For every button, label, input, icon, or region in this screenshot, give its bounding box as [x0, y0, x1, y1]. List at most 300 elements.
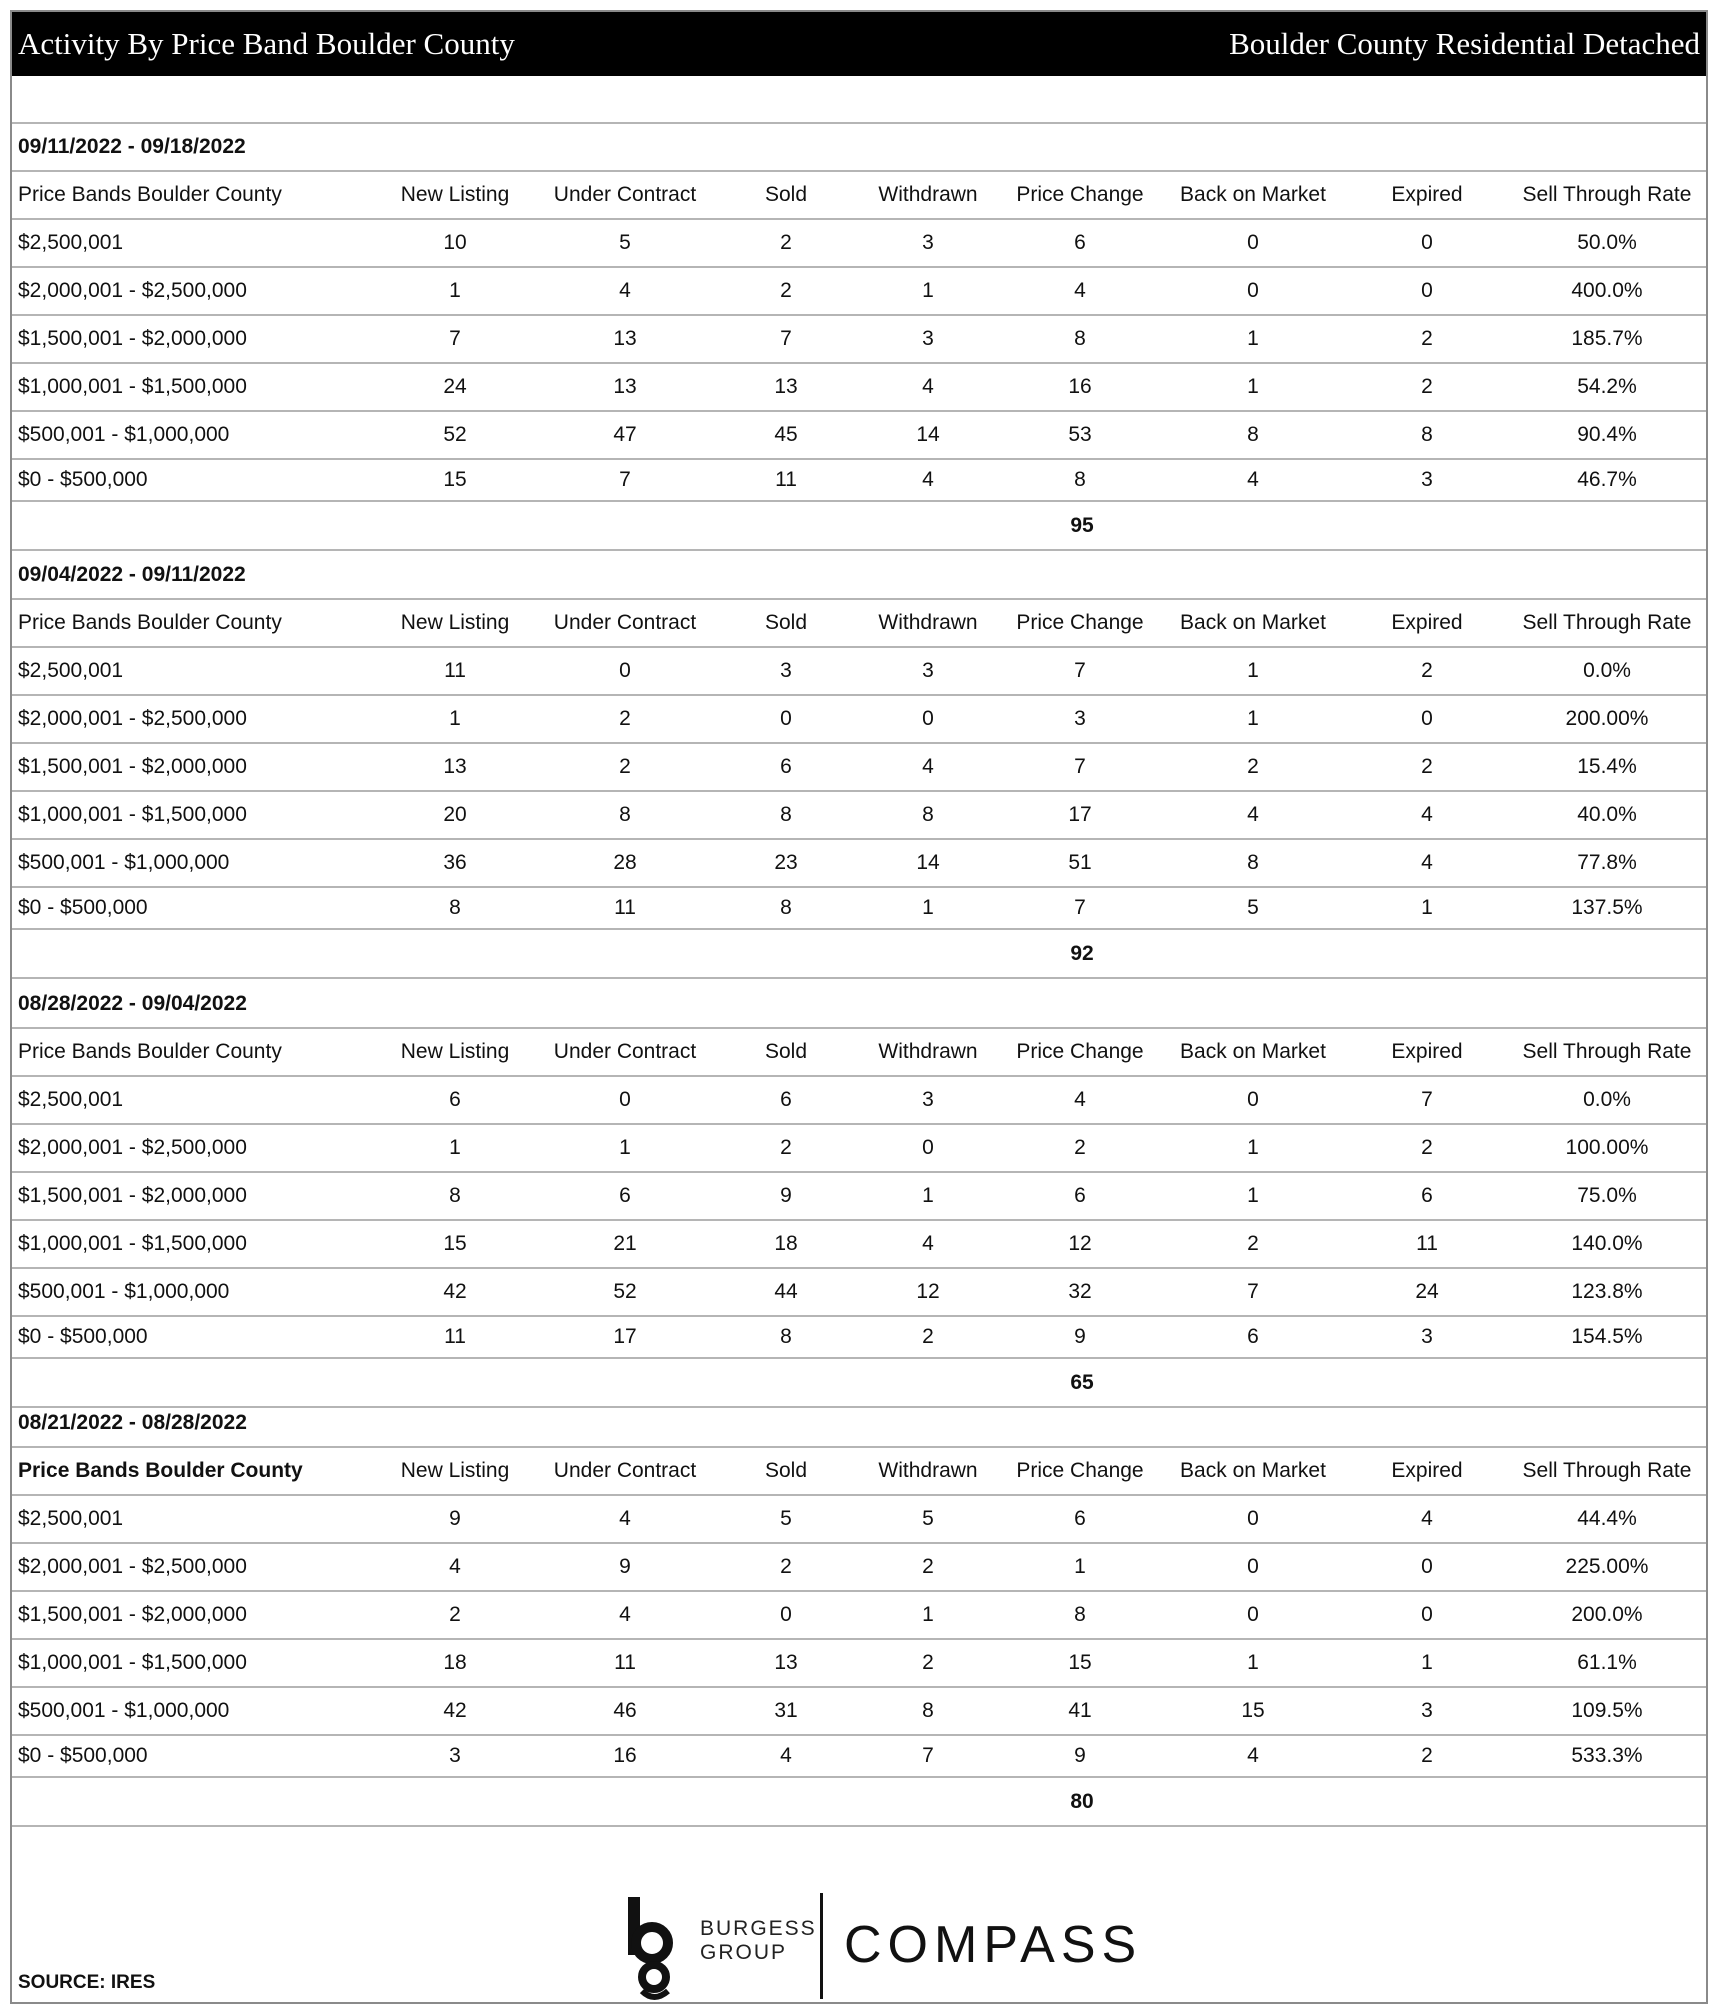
column-header: Under Contract [553, 1459, 697, 1482]
table-cell: 5 [619, 231, 631, 254]
table-cell: 13 [613, 327, 637, 350]
table-cell: 24 [1415, 1280, 1439, 1303]
table-cell: 10 [443, 231, 467, 254]
column-header: Sell Through Rate [1522, 611, 1692, 634]
table-row [12, 1125, 1706, 1173]
table-cell: 0 [1421, 1603, 1433, 1626]
table-cell: 8 [780, 896, 792, 919]
table-cell: 8 [1074, 327, 1086, 350]
table-cell: 42 [443, 1699, 467, 1722]
table-cell: 3 [922, 1088, 934, 1111]
table-cell: 42 [443, 1280, 467, 1303]
table-cell: 44.4% [1577, 1507, 1637, 1530]
table-cell: 3 [922, 659, 934, 682]
table-cell: 15 [1241, 1699, 1265, 1722]
table-cell: 1 [1247, 327, 1259, 350]
table-cell: 2 [449, 1603, 461, 1626]
column-header: Back on Market [1180, 1459, 1326, 1482]
table-cell: 400.0% [1571, 279, 1643, 302]
price-band-cell: $2,500,001 [18, 1507, 124, 1530]
table-cell: 533.3% [1571, 1744, 1643, 1767]
column-header: Sell Through Rate [1522, 1040, 1692, 1063]
table-row [12, 888, 1706, 930]
total-row [12, 930, 1706, 979]
price-band-cell: $2,000,001 - $2,500,000 [18, 1555, 247, 1578]
table-cell: 6 [1074, 1184, 1086, 1207]
table-cell: 9 [780, 1184, 792, 1207]
table-cell: 2 [780, 279, 792, 302]
table-row [12, 460, 1706, 502]
table-cell: 0 [1421, 707, 1433, 730]
table-cell: 52 [443, 423, 467, 446]
table-cell: 77.8% [1577, 851, 1637, 874]
table-cell: 14 [916, 423, 940, 446]
column-header: Expired [1391, 1040, 1463, 1063]
blank-row [12, 76, 1706, 124]
table-cell: 1 [1421, 896, 1433, 919]
table-cell: 18 [774, 1232, 798, 1255]
table-cell: 7 [449, 327, 461, 350]
column-header: Sell Through Rate [1522, 1459, 1692, 1482]
table-cell: 11 [444, 659, 466, 682]
table-cell: 4 [1421, 851, 1433, 874]
table-cell: 21 [613, 1232, 637, 1255]
table-cell: 2 [1247, 1232, 1259, 1255]
column-header: Sold [764, 1459, 808, 1482]
table-cell: 4 [1074, 1088, 1086, 1111]
table-cell: 225.00% [1565, 1555, 1649, 1578]
table-cell: 1 [619, 1136, 631, 1159]
table-cell: 7 [1247, 1280, 1259, 1303]
column-header: Sell Through Rate [1522, 183, 1692, 206]
table-cell: 2 [1421, 327, 1433, 350]
table-row [12, 1496, 1706, 1544]
section-total: 92 [1070, 941, 1094, 965]
burgess-logo-icon [624, 1895, 684, 2005]
table-cell: 0 [922, 707, 934, 730]
table-cell: 6 [780, 1088, 792, 1111]
price-band-cell: $0 - $500,000 [18, 1325, 148, 1348]
table-cell: 20 [443, 803, 467, 826]
price-band-cell: $1,500,001 - $2,000,000 [18, 327, 247, 350]
table-cell: 2 [1421, 1744, 1433, 1767]
price-band-cell: $2,500,001 [18, 231, 124, 254]
table-cell: 8 [449, 896, 461, 919]
table-cell: 2 [780, 1136, 792, 1159]
table-cell: 11 [444, 1325, 466, 1348]
table-cell: 8 [780, 1325, 792, 1348]
price-band-cell: $1,000,001 - $1,500,000 [18, 803, 247, 826]
table-cell: 32 [1068, 1280, 1092, 1303]
table-cell: 1 [1074, 1555, 1086, 1578]
table-cell: 4 [619, 1603, 631, 1626]
table-cell: 4 [449, 1555, 461, 1578]
table-cell: 75.0% [1577, 1184, 1637, 1207]
section-date-row [12, 124, 1706, 172]
table-cell: 200.00% [1565, 707, 1649, 730]
table-cell: 12 [916, 1280, 940, 1303]
table-cell: 1 [449, 707, 461, 730]
table-cell: 7 [780, 327, 792, 350]
column-header: Expired [1391, 1459, 1463, 1482]
price-band-cell: $2,000,001 - $2,500,000 [18, 279, 247, 302]
table-cell: 17 [1068, 803, 1092, 826]
table-cell: 2 [619, 707, 631, 730]
table-cell: 9 [1074, 1325, 1086, 1348]
table-cell: 2 [922, 1651, 934, 1674]
table-cell: 53 [1068, 423, 1092, 446]
price-band-cell: $1,000,001 - $1,500,000 [18, 1232, 247, 1255]
table-cell: 11 [614, 896, 636, 919]
table-cell: 8 [1247, 423, 1259, 446]
report-sheet [10, 10, 1708, 2004]
table-cell: 4 [1074, 279, 1086, 302]
table-row [12, 1640, 1706, 1688]
table-row [12, 268, 1706, 316]
section-total: 80 [1070, 1789, 1094, 1813]
table-cell: 6 [1247, 1325, 1259, 1348]
table-cell: 6 [780, 755, 792, 778]
table-cell: 123.8% [1571, 1280, 1643, 1303]
table-cell: 8 [780, 803, 792, 826]
table-cell: 1 [1247, 659, 1259, 682]
table-cell: 13 [774, 375, 798, 398]
price-band-cell: $500,001 - $1,000,000 [18, 1699, 230, 1722]
table-cell: 1 [1247, 707, 1259, 730]
column-header-row [12, 172, 1706, 220]
table-cell: 0 [1247, 1603, 1259, 1626]
table-cell: 4 [922, 468, 934, 491]
table-cell: 4 [619, 1507, 631, 1530]
compass-wordmark: COMPASS [844, 1916, 1143, 1974]
table-cell: 9 [1074, 1744, 1086, 1767]
table-cell: 13 [774, 1651, 798, 1674]
column-header: Withdrawn [878, 183, 978, 206]
table-cell: 3 [922, 327, 934, 350]
table-row [12, 220, 1706, 268]
table-cell: 2 [780, 1555, 792, 1578]
table-cell: 61.1% [1577, 1651, 1637, 1674]
table-cell: 46 [613, 1699, 637, 1722]
table-cell: 45 [774, 423, 798, 446]
table-cell: 0 [1247, 1507, 1259, 1530]
column-header: New Listing [400, 183, 510, 206]
price-band-cell: $500,001 - $1,000,000 [18, 1280, 230, 1303]
total-row [12, 1778, 1706, 1827]
column-header-row [12, 1448, 1706, 1496]
table-cell: 3 [1421, 468, 1433, 491]
table-cell: 16 [1068, 375, 1092, 398]
table-cell: 15 [443, 468, 467, 491]
table-cell: 4 [1247, 468, 1259, 491]
table-cell: 28 [613, 851, 637, 874]
table-cell: 3 [449, 1744, 461, 1767]
table-cell: 140.0% [1571, 1232, 1643, 1255]
table-cell: 137.5% [1571, 896, 1643, 919]
table-cell: 0 [1247, 1555, 1259, 1578]
table-cell: 1 [449, 279, 461, 302]
table-row [12, 648, 1706, 696]
table-row [12, 1592, 1706, 1640]
price-band-cell: $1,500,001 - $2,000,000 [18, 1184, 247, 1207]
table-cell: 18 [443, 1651, 467, 1674]
table-cell: 46.7% [1577, 468, 1637, 491]
table-cell: 11 [1416, 1232, 1438, 1255]
table-cell: 0 [780, 707, 792, 730]
table-cell: 11 [775, 468, 797, 491]
column-header: Under Contract [553, 1040, 697, 1063]
section-date-row [12, 552, 1706, 600]
table-cell: 0 [1421, 1555, 1433, 1578]
logo-divider [820, 1893, 823, 1999]
table-row [12, 316, 1706, 364]
table-cell: 90.4% [1577, 423, 1637, 446]
table-cell: 15 [443, 1232, 467, 1255]
table-cell: 1 [449, 1136, 461, 1159]
table-cell: 12 [1068, 1232, 1092, 1255]
column-header: Price Change [1016, 1459, 1144, 1482]
price-band-cell: $1,500,001 - $2,000,000 [18, 755, 247, 778]
table-cell: 7 [1074, 755, 1086, 778]
section-date-row [12, 1400, 1706, 1448]
section-total: 65 [1070, 1370, 1094, 1394]
table-cell: 23 [774, 851, 798, 874]
table-cell: 4 [1421, 1507, 1433, 1530]
table-cell: 2 [619, 755, 631, 778]
table-cell: 13 [443, 755, 467, 778]
price-band-cell: $500,001 - $1,000,000 [18, 423, 230, 446]
table-cell: 40.0% [1577, 803, 1637, 826]
table-cell: 154.5% [1571, 1325, 1643, 1348]
column-header: Withdrawn [878, 1459, 978, 1482]
table-cell: 5 [780, 1507, 792, 1530]
column-header: Expired [1391, 611, 1463, 634]
column-header: Sold [764, 611, 808, 634]
table-cell: 6 [619, 1184, 631, 1207]
table-cell: 4 [619, 279, 631, 302]
column-header: Price Change [1016, 611, 1144, 634]
table-cell: 0.0% [1583, 659, 1631, 682]
table-cell: 2 [922, 1555, 934, 1578]
table-cell: 17 [613, 1325, 637, 1348]
table-row [12, 1544, 1706, 1592]
table-cell: 2 [1421, 375, 1433, 398]
table-row [12, 1736, 1706, 1778]
table-cell: 1 [1421, 1651, 1433, 1674]
title-bar [12, 12, 1706, 76]
table-cell: 0.0% [1583, 1088, 1631, 1111]
table-cell: 1 [922, 1184, 934, 1207]
section-date-range: 08/21/2022 - 08/28/2022 [18, 1411, 247, 1434]
table-cell: 0 [1247, 279, 1259, 302]
table-cell: 4 [1247, 803, 1259, 826]
table-cell: 8 [1421, 423, 1433, 446]
price-band-cell: $2,000,001 - $2,500,000 [18, 1136, 247, 1159]
table-cell: 1 [1247, 375, 1259, 398]
table-cell: 31 [774, 1699, 798, 1722]
table-cell: 8 [1074, 468, 1086, 491]
column-header: Price Change [1016, 1040, 1144, 1063]
table-cell: 200.0% [1571, 1603, 1643, 1626]
table-cell: 0 [619, 659, 631, 682]
table-cell: 54.2% [1577, 375, 1637, 398]
table-cell: 8 [1074, 1603, 1086, 1626]
table-cell: 24 [443, 375, 467, 398]
table-row [12, 840, 1706, 888]
table-cell: 8 [449, 1184, 461, 1207]
column-header: Sold [764, 183, 808, 206]
table-cell: 4 [780, 1744, 792, 1767]
table-cell: 52 [613, 1280, 637, 1303]
table-cell: 50.0% [1577, 231, 1637, 254]
table-cell: 2 [780, 231, 792, 254]
table-cell: 100.00% [1565, 1136, 1649, 1159]
column-header: Back on Market [1180, 611, 1326, 634]
table-cell: 9 [619, 1555, 631, 1578]
table-cell: 0 [619, 1088, 631, 1111]
column-header: Withdrawn [878, 1040, 978, 1063]
table-cell: 6 [1074, 231, 1086, 254]
table-cell: 13 [613, 375, 637, 398]
column-header: Price Bands Boulder County [18, 183, 282, 206]
price-band-cell: $0 - $500,000 [18, 1744, 148, 1767]
table-cell: 0 [1247, 231, 1259, 254]
table-cell: 7 [922, 1744, 934, 1767]
table-cell: 3 [1074, 707, 1086, 730]
report-subtitle: Boulder County Residential Detached [1229, 26, 1700, 61]
table-row [12, 1317, 1706, 1359]
table-row [12, 744, 1706, 792]
table-cell: 5 [1247, 896, 1259, 919]
table-cell: 6 [449, 1088, 461, 1111]
table-cell: 2 [1421, 1136, 1433, 1159]
table-row [12, 1173, 1706, 1221]
report-title: Activity By Price Band Boulder County [18, 26, 515, 61]
table-cell: 185.7% [1571, 327, 1643, 350]
table-cell: 4 [922, 755, 934, 778]
table-cell: 3 [1421, 1699, 1433, 1722]
table-cell: 44 [774, 1280, 798, 1303]
price-band-cell: $2,500,001 [18, 1088, 124, 1111]
table-cell: 109.5% [1571, 1699, 1643, 1722]
table-cell: 15.4% [1577, 755, 1637, 778]
section-date-row [12, 981, 1706, 1029]
table-cell: 14 [916, 851, 940, 874]
column-header: Price Bands Boulder County [18, 1459, 303, 1482]
table-cell: 2 [1421, 659, 1433, 682]
column-header: Sold [764, 1040, 808, 1063]
column-header: New Listing [400, 611, 510, 634]
table-row [12, 412, 1706, 460]
table-cell: 6 [1421, 1184, 1433, 1207]
price-band-cell: $0 - $500,000 [18, 896, 148, 919]
price-band-cell: $2,000,001 - $2,500,000 [18, 707, 247, 730]
table-cell: 4 [922, 375, 934, 398]
table-cell: 8 [619, 803, 631, 826]
table-cell: 6 [1074, 1507, 1086, 1530]
column-header-row [12, 1029, 1706, 1077]
footer [12, 1855, 1706, 2004]
table-cell: 1 [1247, 1184, 1259, 1207]
table-cell: 2 [1074, 1136, 1086, 1159]
column-header: Under Contract [553, 183, 697, 206]
table-cell: 7 [1074, 896, 1086, 919]
table-cell: 8 [922, 803, 934, 826]
table-cell: 0 [780, 1603, 792, 1626]
price-band-cell: $2,500,001 [18, 659, 124, 682]
table-cell: 15 [1068, 1651, 1092, 1674]
column-header: Under Contract [553, 611, 697, 634]
section-date-range: 08/28/2022 - 09/04/2022 [18, 992, 247, 1015]
table-cell: 41 [1068, 1699, 1092, 1722]
table-row [12, 1269, 1706, 1317]
column-header: Price Bands Boulder County [18, 611, 282, 634]
table-cell: 2 [1247, 755, 1259, 778]
table-cell: 3 [922, 231, 934, 254]
table-cell: 5 [922, 1507, 934, 1530]
table-cell: 4 [1247, 1744, 1259, 1767]
table-cell: 7 [1074, 659, 1086, 682]
section-date-range: 09/04/2022 - 09/11/2022 [18, 563, 246, 586]
column-header: New Listing [400, 1040, 510, 1063]
table-cell: 4 [1421, 803, 1433, 826]
column-header: Back on Market [1180, 1040, 1326, 1063]
table-cell: 0 [1247, 1088, 1259, 1111]
table-cell: 47 [613, 423, 637, 446]
table-cell: 1 [1247, 1136, 1259, 1159]
column-header: Price Bands Boulder County [18, 1040, 282, 1063]
table-cell: 3 [1421, 1325, 1433, 1348]
table-cell: 4 [922, 1232, 934, 1255]
table-row [12, 364, 1706, 412]
column-header: New Listing [400, 1459, 510, 1482]
table-cell: 0 [1421, 279, 1433, 302]
column-header: Back on Market [1180, 183, 1326, 206]
table-cell: 0 [922, 1136, 934, 1159]
price-band-cell: $1,500,001 - $2,000,000 [18, 1603, 247, 1626]
table-cell: 2 [922, 1325, 934, 1348]
table-cell: 1 [922, 279, 934, 302]
price-band-cell: $1,000,001 - $1,500,000 [18, 1651, 247, 1674]
table-row [12, 1221, 1706, 1269]
section-total: 95 [1070, 513, 1094, 537]
table-row [12, 1688, 1706, 1736]
total-row [12, 502, 1706, 551]
price-band-cell: $500,001 - $1,000,000 [18, 851, 230, 874]
table-cell: 8 [922, 1699, 934, 1722]
price-band-cell: $0 - $500,000 [18, 468, 148, 491]
table-cell: 36 [443, 851, 467, 874]
section-date-range: 09/11/2022 - 09/18/2022 [18, 135, 246, 158]
table-row [12, 1077, 1706, 1125]
table-cell: 51 [1068, 851, 1092, 874]
table-cell: 1 [922, 1603, 934, 1626]
table-row [12, 696, 1706, 744]
column-header: Price Change [1016, 183, 1144, 206]
price-band-cell: $1,000,001 - $1,500,000 [18, 375, 247, 398]
table-cell: 1 [922, 896, 934, 919]
column-header: Expired [1391, 183, 1463, 206]
column-header: Withdrawn [878, 611, 978, 634]
table-cell: 11 [614, 1651, 636, 1674]
table-cell: 3 [780, 659, 792, 682]
source-note: SOURCE: IRES [18, 1972, 156, 1993]
table-cell: 0 [1421, 231, 1433, 254]
burgess-group-wordmark: BURGESS GROUP [700, 1917, 817, 1964]
table-cell: 7 [1421, 1088, 1433, 1111]
table-cell: 2 [1421, 755, 1433, 778]
table-row [12, 792, 1706, 840]
